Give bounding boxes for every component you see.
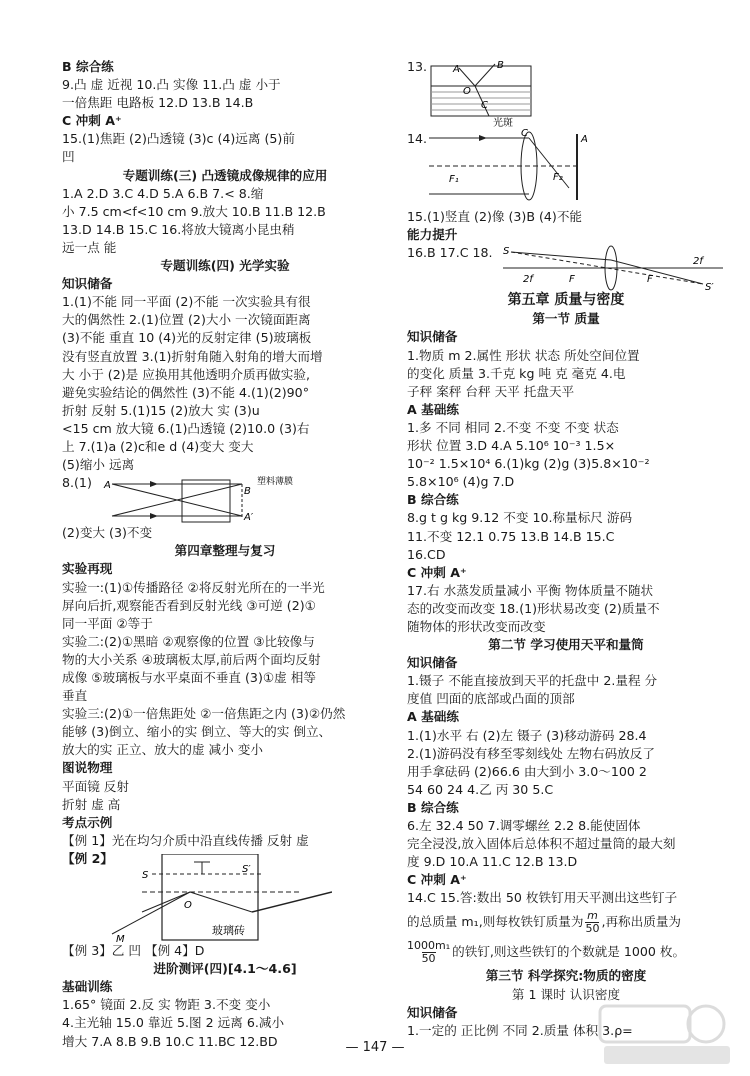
- text-line: C 冲刺 A⁺: [62, 113, 122, 129]
- watermark-logo: [596, 998, 736, 1068]
- text-line: 4.主光轴 15.0 靠近 5.图 2 远离 6.减小: [62, 1015, 285, 1031]
- text-line: 专题训练(四) 光学实验: [160, 258, 290, 274]
- text-line: B 综合练: [407, 492, 459, 508]
- text-line: 1.(1)不能 同一平面 (2)不能 一次实验具有很: [62, 294, 311, 310]
- left-block-3: [62, 524, 388, 868]
- text-line: 15.(1)竖直 (2)像 (3)B (4)不能: [407, 209, 583, 224]
- fraction-numerator: 1000m₁: [407, 938, 451, 952]
- label-S-prime: S′: [242, 864, 251, 876]
- text-line: C 冲刺 A⁺: [407, 564, 467, 580]
- text-line: 第二节 学习使用天平和量筒: [488, 637, 644, 653]
- text-line: 13.D 14.B 15.C 16.将放大镜离小昆虫稍: [62, 221, 295, 237]
- text-line: 图说物理: [62, 760, 113, 776]
- text-line: 知识储备: [407, 329, 458, 345]
- text-line: 【例 3】乙 凹 【例 4】D: [62, 943, 205, 959]
- q14-label: 14.: [407, 131, 428, 146]
- text-line: 16.CD: [407, 546, 446, 562]
- text-line: 折射 虚 高: [62, 796, 121, 812]
- eq-text-2: ,再称出质量为: [601, 914, 682, 930]
- text-line: 度值 凹面的底部或凸面的顶部: [407, 691, 575, 707]
- text-line: 17.右 水蒸发质量减小 平衡 物体质量不随状: [407, 582, 654, 598]
- text-line: 完全浸没,放入固体后总体积不超过量筒的最大刻: [407, 836, 676, 852]
- text-line: 屏向后折,观察能否看到反射光线 ③可逆 (2)①: [62, 597, 316, 613]
- text-line: 【例 1】光在均匀介质中沿直线传播 反射 虚: [62, 832, 309, 848]
- text-line: 避免实验结论的偶然性 (3)不能 4.(1)(2)90°: [62, 384, 309, 400]
- text-line: 能够 (3)倒立、缩小的实 倒立、等大的实 倒立、: [62, 724, 332, 740]
- text-line: 14.C 15.答:数出 50 枚铁钉用天平测出这些钉子: [407, 890, 678, 906]
- fraction-1000m-over-50: [407, 940, 450, 965]
- q13-label: 13.: [407, 59, 428, 74]
- text-line: 1.(1)水平 右 (2)左 镊子 (3)移动游码 28.4: [407, 727, 647, 743]
- text-line: 2.(1)游码没有移至零刻线处 左物右码放反了: [407, 745, 655, 761]
- text-line: 用手拿砝码 (2)66.6 由大到小 3.0～100 2: [407, 763, 647, 779]
- fraction-numerator: m: [587, 908, 598, 922]
- figure-8-plastic-film-diagram: [102, 474, 388, 524]
- text-line: 放大的实 正立、放大的虚 减小 变小: [62, 742, 263, 758]
- text-line: 同一平面 ②等于: [62, 615, 153, 631]
- label-A: A: [453, 64, 460, 75]
- right-block-2: [407, 291, 725, 907]
- text-line: (5)缩小 远离: [62, 457, 135, 473]
- label-F-right: F: [647, 274, 653, 286]
- text-line: 54 60 24 4.乙 丙 30 5.C: [407, 781, 554, 797]
- text-line: 的变化 质量 3.千克 kg 吨 克 毫克 4.电: [407, 365, 626, 381]
- text-line: 8.g t g kg 9.12 不变 10.称量标尺 游码: [407, 510, 633, 526]
- text-line: 6.左 32.4 50 7.调零螺丝 2.2 8.能使固体: [407, 818, 641, 833]
- text-line: 实验一:(1)①传播路径 ②将反射光所在的一半光: [62, 579, 325, 595]
- text-line: 折射 反射 5.(1)15 (2)放大 实 (3)u: [62, 402, 260, 418]
- text-line: 一倍焦距 电路板 12.D 13.B 14.B: [62, 95, 254, 111]
- text-line: 度 9.D 10.A 11.C 12.B 13.D: [407, 854, 578, 870]
- text-line: 9.凸 虚 近视 10.凸 实像 11.凸 虚 小于: [62, 77, 281, 93]
- label-plastic-film: 塑料薄膜: [257, 477, 294, 488]
- left-block-4: [62, 942, 388, 1051]
- text-line: 11.不变 12.1 0.75 13.B 14.B 15.C: [407, 528, 615, 544]
- text-line: 增大 7.A 8.B 9.B 10.C 11.BC 12.BD: [62, 1033, 278, 1049]
- figure-14-lens: [407, 128, 725, 208]
- figure-18-lens-imaging: [503, 244, 725, 293]
- label-O: O: [184, 900, 192, 912]
- label-2f-right: 2f: [693, 256, 703, 268]
- label-C: C: [521, 128, 528, 139]
- text-line: 第一节 质量: [532, 311, 600, 327]
- text-line: 1.物质 m 2.属性 形状 状态 所处空间位置: [407, 347, 640, 363]
- text-line: 1.一定的 正比例 不同 2.质量 体积 3.ρ=: [407, 1022, 633, 1038]
- eq-text-3: 的铁钉,则这些铁钉的个数就是 1000 枚。: [452, 944, 686, 960]
- equation-block: [407, 907, 725, 967]
- text-line: <15 cm 放大镜 6.(1)凸透镜 (2)10.0 (3)右: [62, 420, 310, 436]
- text-line: B 综合练: [407, 799, 459, 815]
- text-line: 实验二:(2)①黑暗 ②观察像的位置 ③比较像与: [62, 633, 315, 649]
- text-line: A 基础练: [407, 709, 459, 725]
- text-line: 小 7.5 cm<f<10 cm 9.放大 10.B 11.B 12.B: [62, 203, 326, 219]
- text-line: 第五章 质量与密度: [507, 292, 625, 309]
- right-column: [407, 58, 725, 1040]
- text-line: 知识储备: [407, 1004, 458, 1020]
- text-line: 远一点 能: [62, 239, 117, 255]
- text-line: (2)变大 (3)不变: [62, 525, 153, 541]
- text-line: C 冲刺 A⁺: [407, 872, 467, 888]
- text-line: 能力提升: [407, 227, 458, 243]
- text-line: 知识储备: [407, 655, 458, 671]
- text-line: 1.多 不同 相同 2.不变 不变 不变 状态: [407, 419, 619, 435]
- label-F1: F₁: [449, 174, 459, 185]
- text-line: 实验再现: [62, 561, 113, 577]
- fraction-denominator: 50: [421, 951, 436, 965]
- text-line: 第四章整理与复习: [174, 543, 276, 559]
- text-line: 子秤 案秤 台秤 天平 托盘天平: [407, 383, 575, 399]
- label-A: A: [104, 480, 111, 492]
- label-B: B: [244, 486, 251, 498]
- text-line: 10⁻² 1.5×10⁴ 6.(1)kg (2)g (3)5.8×10⁻²: [407, 456, 650, 472]
- left-block-1: [62, 58, 388, 257]
- text-line: 【例 2】: [62, 850, 113, 866]
- text-line: 知识储备: [62, 276, 113, 292]
- text-line: 第 1 课时 认识密度: [511, 986, 621, 1002]
- text-line: 成像 ⑤玻璃板与水平桌面不垂直 (3)①虚 相等: [62, 670, 316, 685]
- text-line: 考点示例: [62, 814, 113, 830]
- label-F2: F₂: [553, 172, 563, 183]
- text-line: B 综合练: [62, 59, 114, 74]
- text-line: (3)不能 重直 10 (4)光的反射定律 (5)玻璃板: [62, 330, 312, 346]
- label-S-prime: S′: [705, 282, 714, 293]
- text-line: 随物体的形状改变而改变: [407, 618, 546, 634]
- text-line: 上 7.(1)a (2)c和e d (4)变大 变大: [62, 438, 254, 454]
- figure-example-2-glass-block: [102, 854, 388, 945]
- left-block-2: [62, 257, 388, 492]
- text-line: 1.镊子 不能直接放到天平的托盘中 2.量程 分: [407, 673, 658, 689]
- eq-text-1: 的总质量 m₁,则每枚铁钉质量为: [407, 914, 584, 930]
- text-line: 进阶测评(四)[4.1～4.6]: [153, 961, 297, 977]
- label-A: A: [581, 134, 588, 145]
- page-number: — 147 —: [345, 1040, 405, 1055]
- text-line: 5.8×10⁶ (4)g 7.D: [407, 474, 515, 490]
- fraction-m-over-50: [585, 910, 599, 935]
- text-line: 15.(1)焦距 (2)凸透镜 (3)c (4)远离 (5)前: [62, 131, 295, 147]
- label-2f-left: 2f: [523, 274, 533, 286]
- label-M: M: [116, 934, 125, 945]
- label-S: S: [503, 246, 510, 258]
- label-S: S: [142, 870, 149, 882]
- text-line: 平面镜 反射: [62, 778, 129, 794]
- text-line: 大的偶然性 2.(1)位置 (2)大小 一次镜面距离: [62, 312, 311, 328]
- fraction-denominator: 50: [585, 921, 600, 935]
- label-O: O: [463, 86, 471, 97]
- label-glass-block: 玻璃砖: [212, 924, 245, 938]
- figure-13-water-tank: [407, 58, 725, 128]
- text-line: 专题训练(三) 凸透镜成像规律的应用: [122, 167, 328, 183]
- text-line: 实验三:(2)①一倍焦距处 ②一倍焦距之内 (3)②仍然: [62, 706, 346, 722]
- text-line: 物的大小关系 ④玻璃板太厚,前后两个面均反射: [62, 651, 321, 667]
- label-light-spot: 光斑: [493, 118, 513, 128]
- text-line: 1.A 2.D 3.C 4.D 5.A 6.B 7.< 8.缩: [62, 185, 264, 201]
- text-line: 态的改变而改变 18.(1)形状易改变 (2)质量不: [407, 600, 660, 616]
- label-F-left: F: [569, 274, 575, 286]
- text-line: 8.(1): [62, 475, 92, 491]
- text-line: 形状 位置 3.D 4.A 5.10⁶ 10⁻³ 1.5×: [407, 438, 616, 454]
- text-line: 没有竖直放置 3.(1)折射角随入射角的增大而增: [62, 348, 323, 364]
- text-line: 16.B 17.C 18.: [407, 245, 493, 261]
- text-line: 大 小于 (2)是 应换用其他透明介质再做实验,: [62, 366, 310, 382]
- label-C: C: [481, 100, 488, 111]
- text-line: 1.65° 镜面 2.反 实 物距 3.不变 变小: [62, 997, 271, 1013]
- text-line: 基础训练: [62, 979, 113, 995]
- text-line: 垂直: [62, 688, 88, 704]
- left-column: [62, 58, 388, 1051]
- text-line: A 基础练: [407, 401, 459, 417]
- text-line: 第三节 科学探究:物质的密度: [485, 968, 647, 984]
- label-B: B: [497, 60, 504, 71]
- label-A-prime: A′: [244, 512, 254, 524]
- text-line: 凹: [62, 149, 75, 165]
